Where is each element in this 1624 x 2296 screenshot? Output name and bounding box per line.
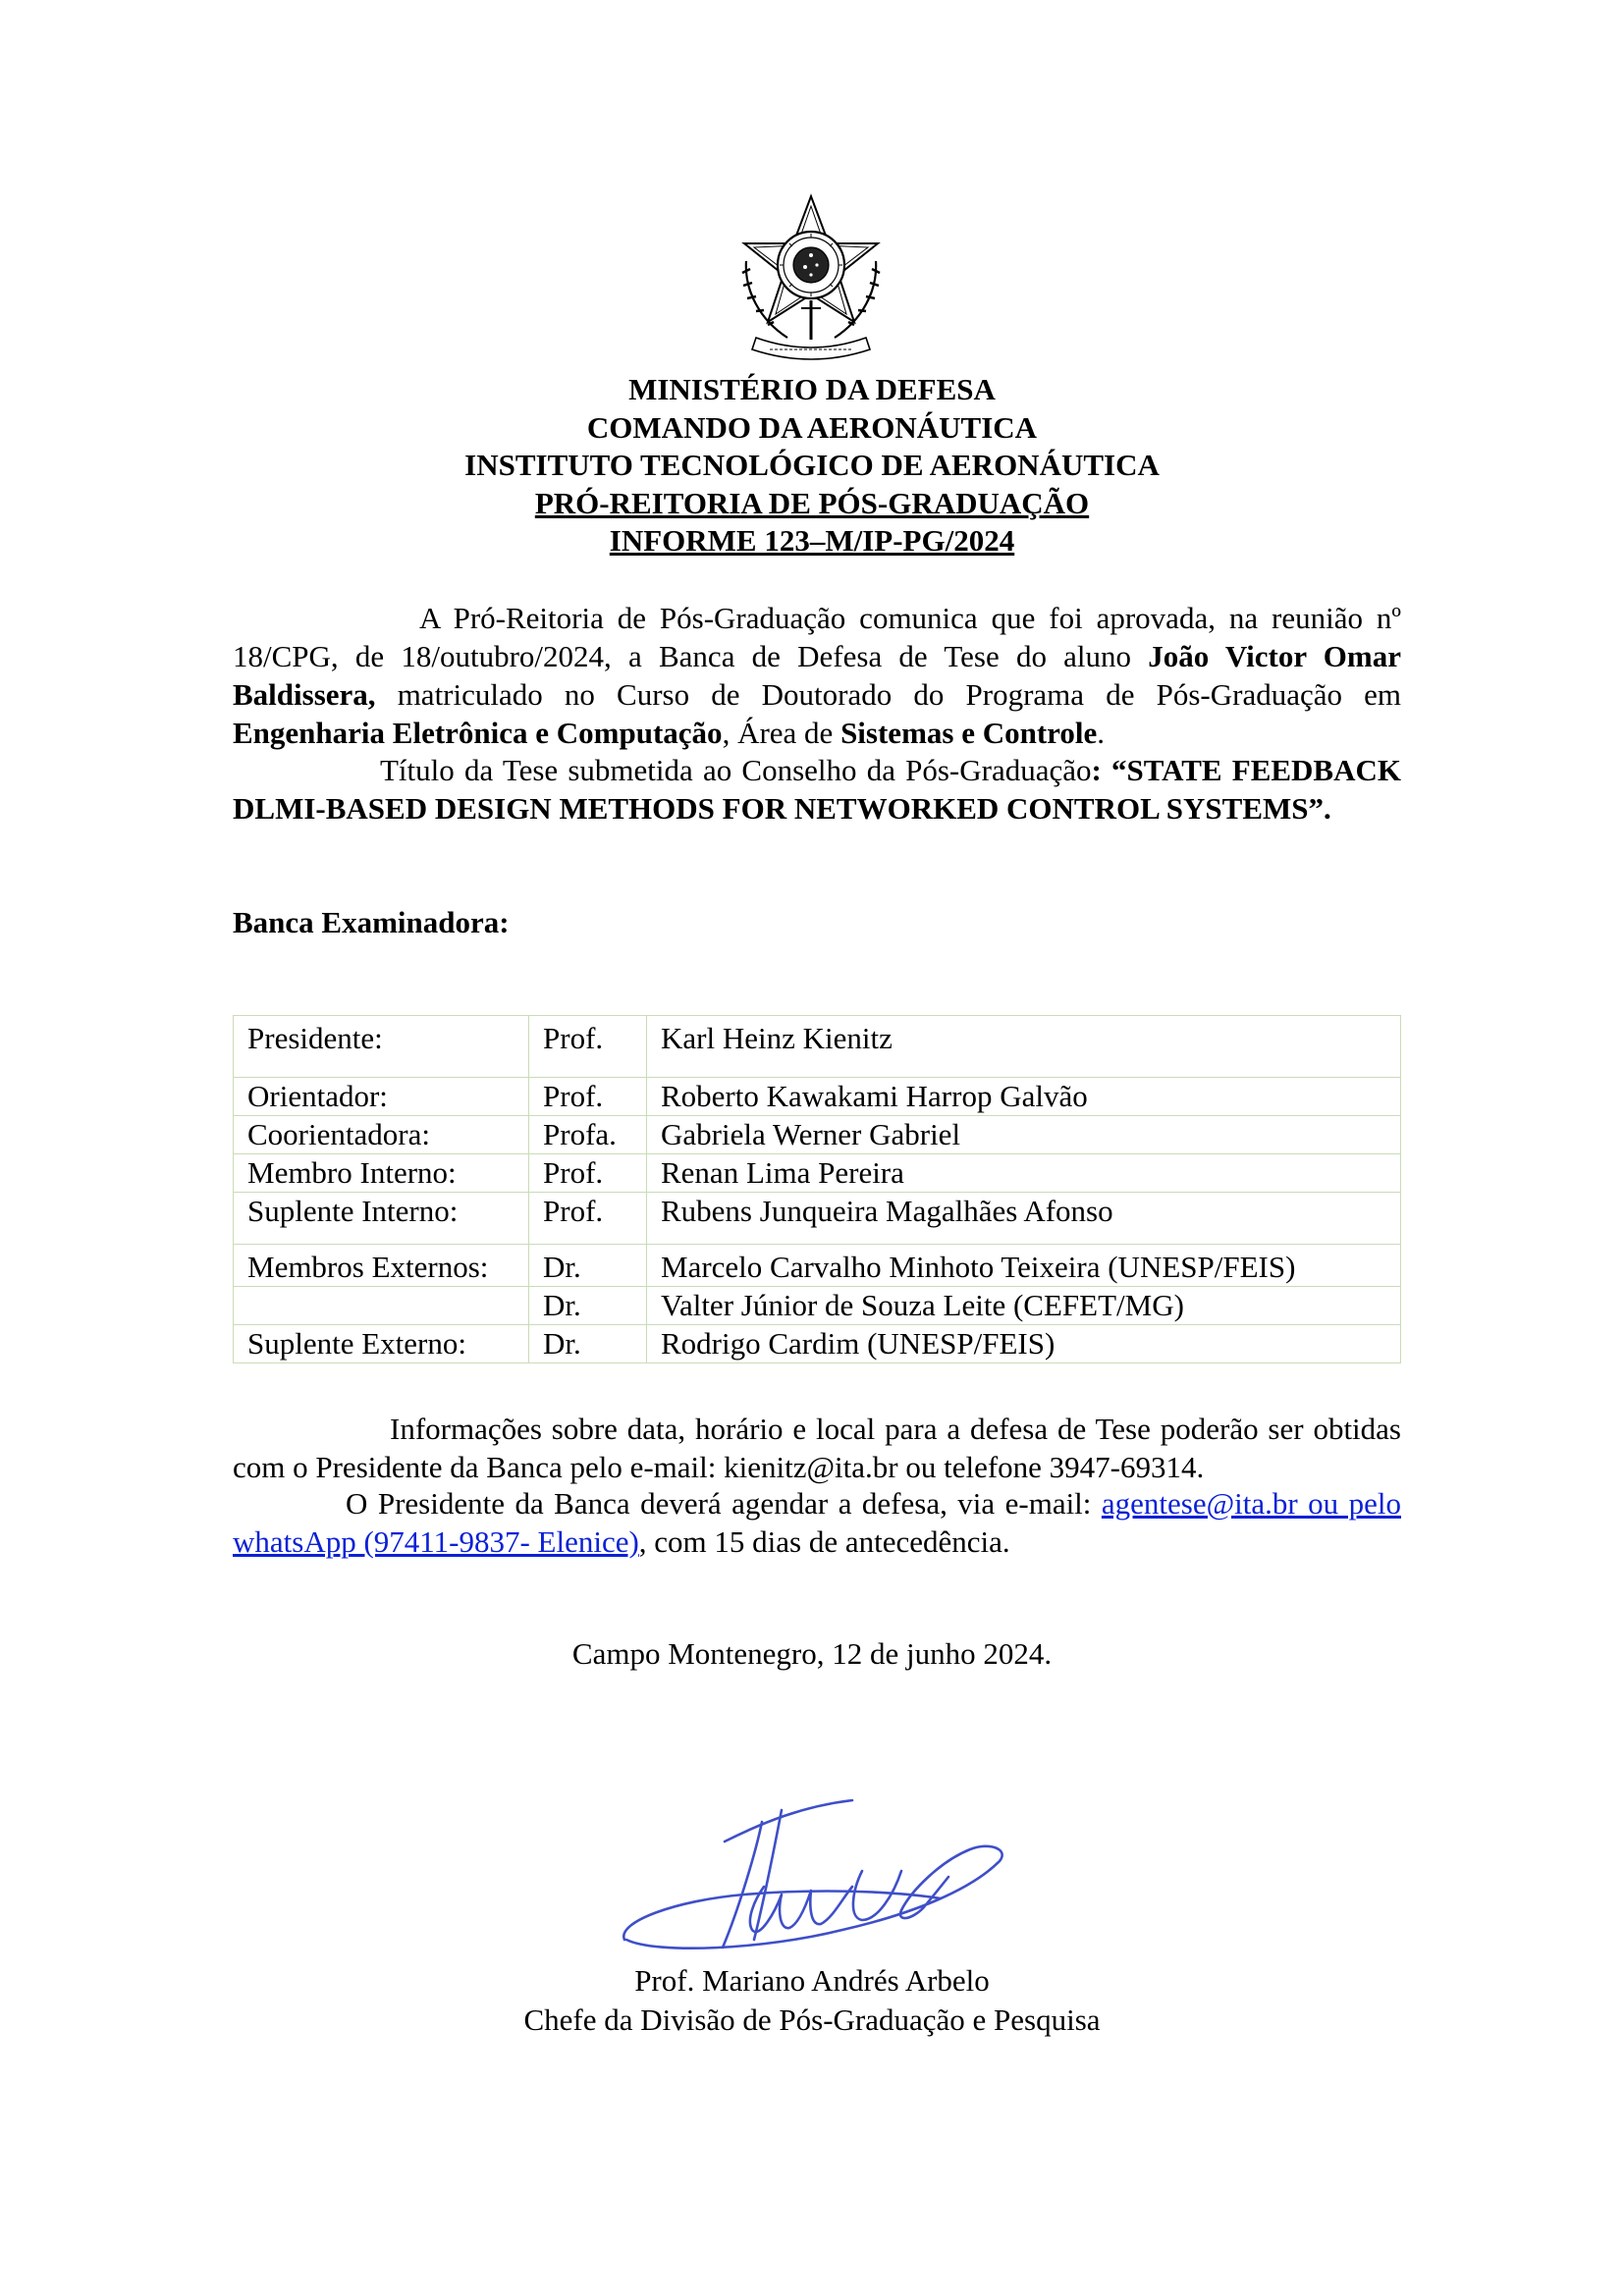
signer-block — [0, 1961, 1624, 2040]
committee-heading: Banca Examinadora: — [233, 905, 510, 939]
name-cell: Marcelo Carvalho Minhoto Teixeira (UNESP/FEIS) — [647, 1245, 1401, 1287]
role-cell: Membro Interno: — [234, 1154, 529, 1193]
brazil-coat-of-arms-icon — [727, 192, 895, 367]
scheduling-paragraph — [233, 1484, 1401, 1561]
name-cell: Renan Lima Pereira — [647, 1154, 1401, 1193]
name-cell: Karl Heinz Kienitz — [647, 1016, 1401, 1078]
informe-number: INFORME 123–M/IP-PG/2024 — [609, 523, 1015, 558]
role-cell — [234, 1287, 529, 1325]
area-name: Sistemas e Controle — [840, 716, 1098, 750]
table-row — [234, 1193, 1401, 1245]
command-line: COMANDO DA AERONÁUTICA — [586, 409, 1038, 445]
committee-table — [233, 1015, 1401, 1363]
title-cell: Profa. — [529, 1116, 647, 1154]
title-cell: Prof. — [529, 1078, 647, 1116]
approval-text-c: , Área de — [722, 716, 841, 750]
scheduling-contact-link[interactable]: agentese@ita.br ou pelo whatsApp (97411-9837- Elenice) — [233, 1486, 1401, 1559]
role-cell: Suplente Externo: — [234, 1325, 529, 1363]
table-row — [234, 1287, 1401, 1325]
signer-name: Prof. Mariano Andrés Arbelo — [634, 1963, 990, 1998]
role-cell: Coorientadora: — [234, 1116, 529, 1154]
title-cell: Dr. — [529, 1245, 647, 1287]
title-cell: Prof. — [529, 1016, 647, 1078]
scheduling-text-b: , com 15 dias de antecedência. — [638, 1524, 1010, 1559]
signer-position: Chefe da Divisão de Pós-Graduação e Pesquisa — [523, 2002, 1101, 2037]
name-cell: Rodrigo Cardim (UNESP/FEIS) — [647, 1325, 1401, 1363]
name-cell: Gabriela Werner Gabriel — [647, 1116, 1401, 1154]
institute-line: INSTITUTO TECNOLÓGICO DE AERONÁUTICA — [464, 448, 1160, 482]
title-cell: Dr. — [529, 1325, 647, 1363]
table-row — [234, 1016, 1401, 1078]
role-cell: Presidente: — [234, 1016, 529, 1078]
role-cell: Suplente Interno: — [234, 1193, 529, 1245]
thesis-title-intro: Título da Tese submetida ao Conselho da Pós-Graduação — [380, 753, 1092, 787]
handwritten-signature — [617, 1792, 1019, 1969]
table-row — [234, 1078, 1401, 1116]
title-cell: Prof. — [529, 1154, 647, 1193]
title-cell: Dr. — [529, 1287, 647, 1325]
place-date-line: Campo Montenegro, 12 de junho 2024. — [571, 1636, 1053, 1671]
table-row — [234, 1116, 1401, 1154]
office-line: PRÓ-REITORIA DE PÓS-GRADUAÇÃO — [534, 485, 1090, 520]
approval-text-d: . — [1097, 716, 1105, 750]
title-cell: Prof. — [529, 1193, 647, 1245]
name-cell: Rubens Junqueira Magalhães Afonso — [647, 1193, 1401, 1245]
contact-paragraph: Informações sobre data, horário e local para a defesa de Tese poderão ser obtidas com o Presidente da Banca pelo e-mail: kienitz@ita.br ou telefone 3947-69314. — [233, 1412, 1401, 1484]
program-name: Engenharia Eletrônica e Computação — [233, 716, 723, 750]
thesis-title-paragraph — [233, 751, 1401, 828]
name-cell: Valter Júnior de Souza Leite (CEFET/MG) — [647, 1287, 1401, 1325]
thesis-title: : “STATE FEEDBACK DLMI-BASED DESIGN METHODS FOR NETWORKED CONTROL SYSTEMS”. — [233, 753, 1401, 826]
approval-paragraph — [233, 599, 1401, 752]
role-cell: Membros Externos: — [234, 1245, 529, 1287]
document-header — [226, 371, 1398, 561]
role-cell: Orientador: — [234, 1078, 529, 1116]
table-row — [234, 1325, 1401, 1363]
ministry-line: MINISTÉRIO DA DEFESA — [628, 372, 996, 406]
name-cell: Roberto Kawakami Harrop Galvão — [647, 1078, 1401, 1116]
approval-text-a: A Pró-Reitoria de Pós-Graduação comunica que foi aprovada, na reunião nº 18/CPG, de 18/outubro/2024, a Banca de Defesa de Tese do aluno — [233, 601, 1401, 673]
approval-text-b: matriculado no Curso de Doutorado do Programa de Pós-Graduação em — [375, 677, 1401, 712]
table-row — [234, 1245, 1401, 1287]
table-row — [234, 1154, 1401, 1193]
student-name: João Victor Omar Baldissera, — [233, 639, 1401, 712]
scheduling-text-a: O Presidente da Banca deverá agendar a defesa, via e-mail: — [346, 1486, 1102, 1521]
